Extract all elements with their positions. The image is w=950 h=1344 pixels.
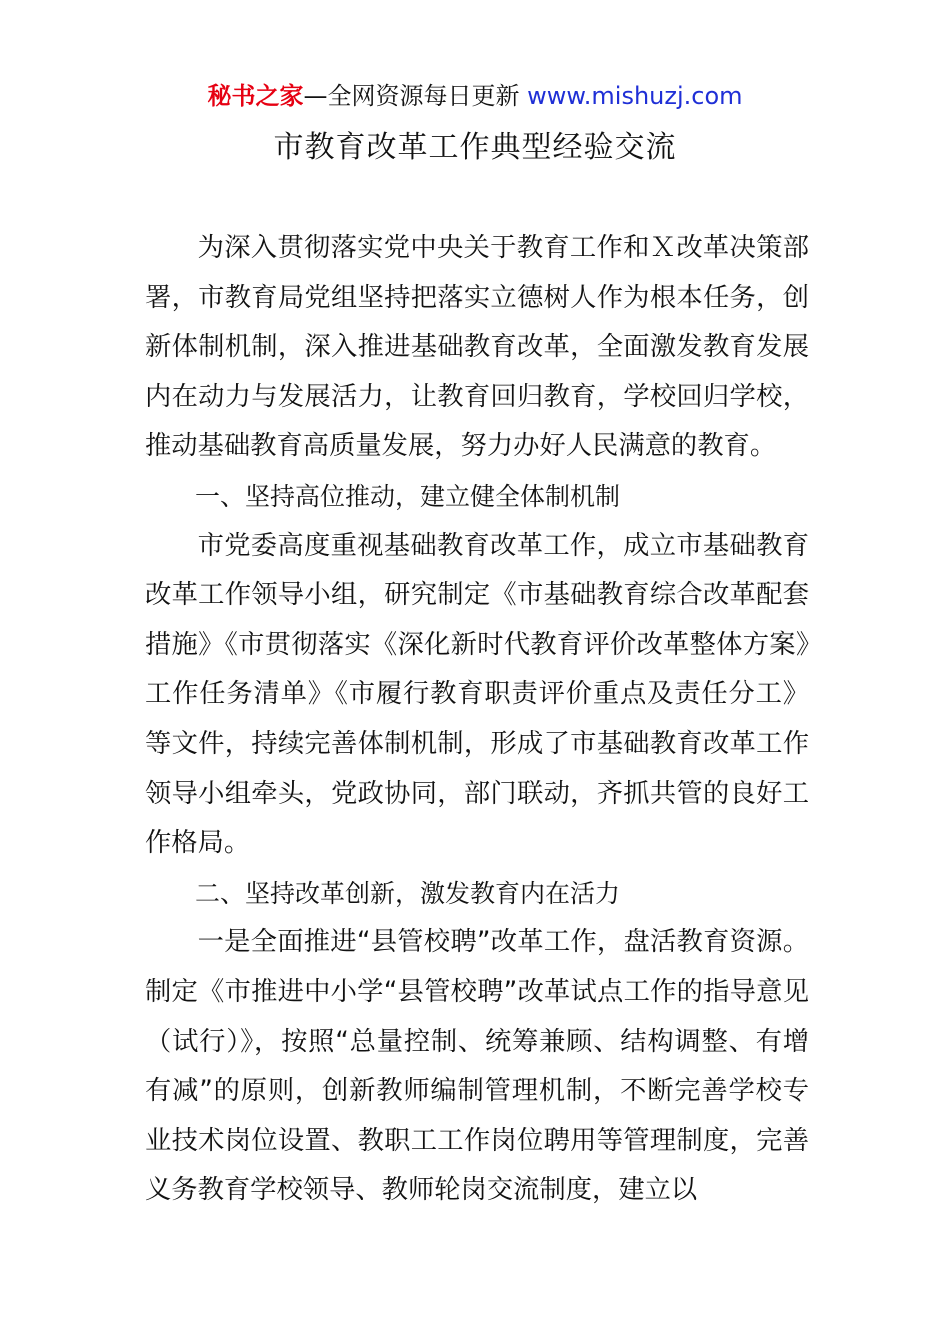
brand-name: 秘书之家 <box>207 82 304 110</box>
site-header <box>0 80 950 112</box>
section-heading-1: 一、坚持高位推动，建立健全体制机制 <box>195 481 621 511</box>
document-body <box>145 224 809 1216</box>
header-tagline: —全网资源每日更新 <box>303 82 520 110</box>
section-heading-2: 二、坚持改革创新，激发教育内在活力 <box>195 878 621 908</box>
intro-paragraph: 为深入贯彻落实党中央关于教育工作和Ｘ改革决策部署，市教育局党组坚持把落实立德树人作为根本任务，创新体制机制，深入推进基础教育改革，全面激发教育发展内在动力与发展活力，让教育回归教育，学校回归学校，推动基础教育高质量发展，努力办好人民满意的教育。 <box>145 233 809 462</box>
document-title: 市教育改革工作典型经验交流 <box>273 130 677 165</box>
section-1-paragraph: 市党委高度重视基础教育改革工作，成立市基础教育改革工作领导小组，研究制定《市基础教育综合改革配套措施》《市贯彻落实《深化新时代教育评价改革整体方案》工作任务清单》《市履行教育职责评价重点及责任分工》等文件，持续完善体制机制，形成了市基础教育改革工作领导小组牵头，党政协同，部门联动，齐抓共管的良好工作格局。 <box>145 530 809 859</box>
site-url-link[interactable]: www.mishuzj.com <box>527 82 743 110</box>
section-2-paragraph: 一是全面推进“县管校聘”改革工作，盘活教育资源。制定《市推进中小学“县管校聘”改革试点工作的指导意见（试行）》，按照“总量控制、统筹兼顾、结构调整、有增有减”的原则，创新教师编制管理机制，不断完善学校专业技术岗位设置、教职工工作岗位聘用等管理制度，完善义务教育学校领导、教师轮岗交流制度，建立以 <box>145 927 809 1206</box>
